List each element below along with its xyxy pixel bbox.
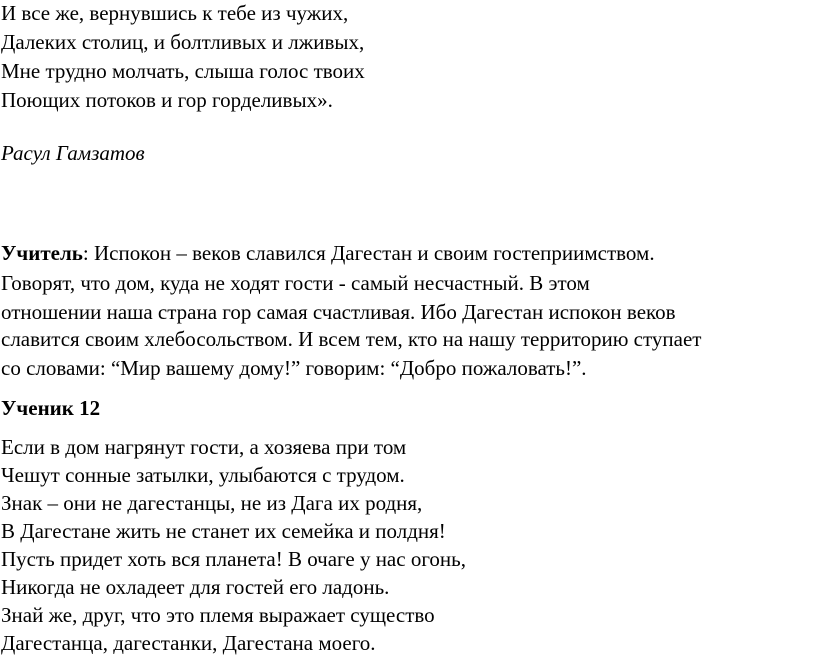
student-poem-line: Никогда не охладеет для гостей его ладонь. xyxy=(1,575,390,599)
poem-author: Расул Гамзатов xyxy=(1,141,145,165)
student-poem-line: В Дагестане жить не станет их семейка и полдня! xyxy=(1,519,446,543)
poem-line: Далеких столиц, и болтливых и лживых, xyxy=(1,30,365,54)
student-poem-line: Знай же, друг, что это племя выражает существо xyxy=(1,603,435,627)
student-heading: Ученик 12 xyxy=(1,396,101,420)
student-poem-line: Если в дом нагрянут гости, а хозяева при том xyxy=(1,435,407,459)
teacher-text-line: со словами: “Мир вашему дому!” говорим: “Добро пожаловать!”. xyxy=(1,356,587,380)
poem-line: И все же, вернувшись к тебе из чужих, xyxy=(1,1,349,25)
teacher-text-line: отношении наша страна гор самая счастливая. Ибо Дагестан испокон веков xyxy=(1,300,676,324)
student-poem-line: Знак – они не дагестанцы, не из Дага их родня, xyxy=(1,491,423,515)
teacher-text-line: славится своим хлебосольством. И всем тем, кто на нашу территорию ступает xyxy=(1,327,702,351)
student-poem-line: Пусть придет хоть вся планета! В очаге у нас огонь, xyxy=(1,547,466,571)
student-poem-line: Чешут сонные затылки, улыбаются с трудом. xyxy=(1,463,405,487)
teacher-first-line xyxy=(1,240,655,267)
teacher-text-line: Говорят, что дом, куда не ходят гости - самый несчастный. В этом xyxy=(1,271,590,295)
poem-line: Поющих потоков и гор горделивых». xyxy=(1,88,333,112)
teacher-text: : Испокон – веков славился Дагестан и своим гостеприимством. xyxy=(82,241,655,265)
poem-line: Мне трудно молчать, слыша голос твоих xyxy=(1,59,365,83)
teacher-speaker-label: Учитель xyxy=(1,241,83,265)
student-poem-line: Дагестанца, дагестанки, Дагестана моего. xyxy=(1,631,376,655)
